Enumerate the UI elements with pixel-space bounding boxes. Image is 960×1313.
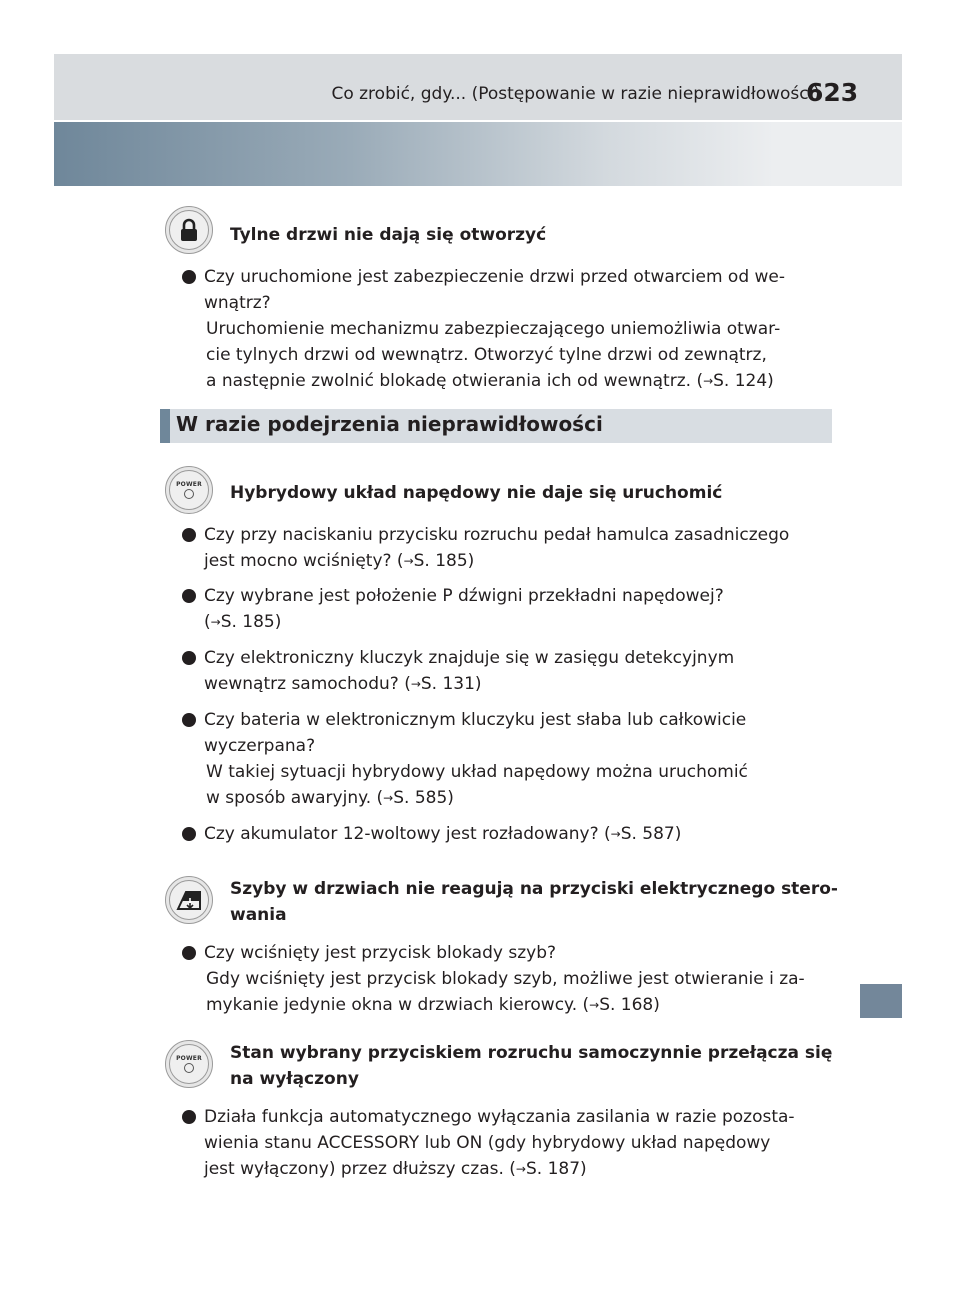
lock-glyph <box>178 218 200 242</box>
page-reference: S. 131) <box>420 674 482 694</box>
power-label: POWER <box>176 1055 202 1062</box>
text-line: Gdy wciśnięty jest przycisk blokady szyb, możliwe jest otwieranie i za- <box>206 969 805 989</box>
page-reference: S. 587) <box>620 824 682 844</box>
text-line: wania <box>230 905 287 925</box>
reference-arrow-icon: → <box>515 1162 526 1176</box>
bullet <box>182 651 196 665</box>
window-glyph <box>176 889 202 911</box>
text-line: Działa funkcja automatycznego wyłączania zasilania w razie pozosta- <box>204 1107 795 1127</box>
chapter-tab <box>860 984 902 1018</box>
text-line <box>204 1156 836 1182</box>
text-line: Czy wybrane jest położenie P dźwigni przekładni napędowej? <box>204 586 724 606</box>
text-line <box>204 548 836 574</box>
text-span: wewnątrz samochodu? ( <box>204 674 411 694</box>
text-span: mykanie jedynie okna w drzwiach kierowcy. ( <box>206 995 590 1015</box>
page-number: 623 <box>806 78 859 107</box>
text-line: cie tylnych drzwi od wewnątrz. Otworzyć tylne drzwi od zewnątrz, <box>206 345 767 365</box>
bullet <box>182 528 196 542</box>
page-reference: S. 168) <box>599 995 660 1015</box>
text-line: wyczerpana? <box>204 736 316 756</box>
power-button-icon <box>165 466 213 514</box>
rear-door-answer <box>206 316 836 394</box>
windows-answer <box>206 966 836 1018</box>
window-switch-icon <box>165 876 213 924</box>
text-line: W takiej sytuacji hybrydowy układ napędowy można uruchomić <box>206 762 748 782</box>
windows-question: Czy wciśnięty jest przycisk blokady szyb? <box>204 943 557 963</box>
text-line: na wyłączony <box>230 1069 359 1089</box>
rear-door-question <box>204 264 836 316</box>
bullet <box>182 713 196 727</box>
reference-arrow-icon: → <box>383 791 394 805</box>
text-span: jest wyłączony) przez dłuższy czas. ( <box>204 1159 516 1179</box>
auto-off-text <box>204 1104 836 1182</box>
hybrid-item-5 <box>204 821 836 847</box>
text-line: Uruchomienie mechanizmu zabezpieczającego uniemożliwia otwar- <box>206 319 781 339</box>
hybrid-item-4 <box>204 707 836 759</box>
text-span: jest mocno wciśnięty? ( <box>204 551 404 571</box>
bullet <box>182 589 196 603</box>
power-label: POWER <box>176 481 202 488</box>
hybrid-item-1 <box>204 522 836 574</box>
text-line <box>206 368 836 394</box>
text-span: ( <box>204 612 211 632</box>
decorative-gradient-band <box>54 122 902 186</box>
text-line <box>204 821 836 847</box>
windows-heading <box>230 876 840 928</box>
bullet <box>182 270 196 284</box>
auto-off-heading <box>230 1040 840 1092</box>
text-span: w sposób awaryjny. ( <box>206 788 384 808</box>
hybrid-item-3 <box>204 645 836 697</box>
reference-arrow-icon: → <box>703 374 714 388</box>
section-title: W razie podejrzenia nieprawidłowości <box>176 412 603 436</box>
reference-arrow-icon: → <box>403 554 414 568</box>
page-reference: S. 124) <box>713 371 774 391</box>
text-line: wienia stanu ACCESSORY lub ON (gdy hybrydowy układ napędowy <box>204 1133 771 1153</box>
text-line: Stan wybrany przyciskiem rozruchu samoczynnie przełącza się <box>230 1043 833 1063</box>
page-reference: S. 187) <box>525 1159 587 1179</box>
text-line: Czy elektroniczny kluczyk znajduje się w zasięgu detekcyjnym <box>204 648 735 668</box>
text-line: Szyby w drzwiach nie reagują na przyciski elektrycznego stero- <box>230 879 838 899</box>
text-line: Czy uruchomione jest zabezpieczenie drzwi przed otwarciem od we- <box>204 267 786 287</box>
page-reference: S. 185) <box>220 612 282 632</box>
hybrid-heading: Hybrydowy układ napędowy nie daje się uruchomić <box>230 483 723 503</box>
bullet <box>182 827 196 841</box>
text-line: wnątrz? <box>204 293 271 313</box>
reference-arrow-icon: → <box>210 615 221 629</box>
page-reference: S. 185) <box>413 551 475 571</box>
reference-arrow-icon: → <box>589 998 600 1012</box>
lock-icon <box>165 206 213 254</box>
text-line <box>204 671 836 697</box>
reference-arrow-icon: → <box>410 677 421 691</box>
text-line <box>206 992 836 1018</box>
power-symbol-icon <box>184 489 194 499</box>
text-line: Czy przy naciskaniu przycisku rozruchu pedał hamulca zasadniczego <box>204 525 790 545</box>
text-span: a następnie zwolnić blokadę otwierania ich od wewnątrz. ( <box>206 371 704 391</box>
hybrid-item-4-answer <box>206 759 836 811</box>
text-line <box>206 785 836 811</box>
bullet <box>182 946 196 960</box>
power-button-icon <box>165 1040 213 1088</box>
text-line: Czy bateria w elektronicznym kluczyku jest słaba lub całkowicie <box>204 710 747 730</box>
rear-door-heading: Tylne drzwi nie dają się otworzyć <box>230 225 547 245</box>
hybrid-item-2 <box>204 583 836 635</box>
bullet <box>182 1110 196 1124</box>
page-reference: S. 585) <box>393 788 454 808</box>
header-title: Co zrobić, gdy... (Postępowanie w razie nieprawidłowości) <box>331 84 820 104</box>
reference-arrow-icon: → <box>610 827 621 841</box>
text-span: Czy akumulator 12-woltowy jest rozładowany? ( <box>204 824 611 844</box>
power-symbol-icon <box>184 1063 194 1073</box>
text-line <box>204 609 836 635</box>
